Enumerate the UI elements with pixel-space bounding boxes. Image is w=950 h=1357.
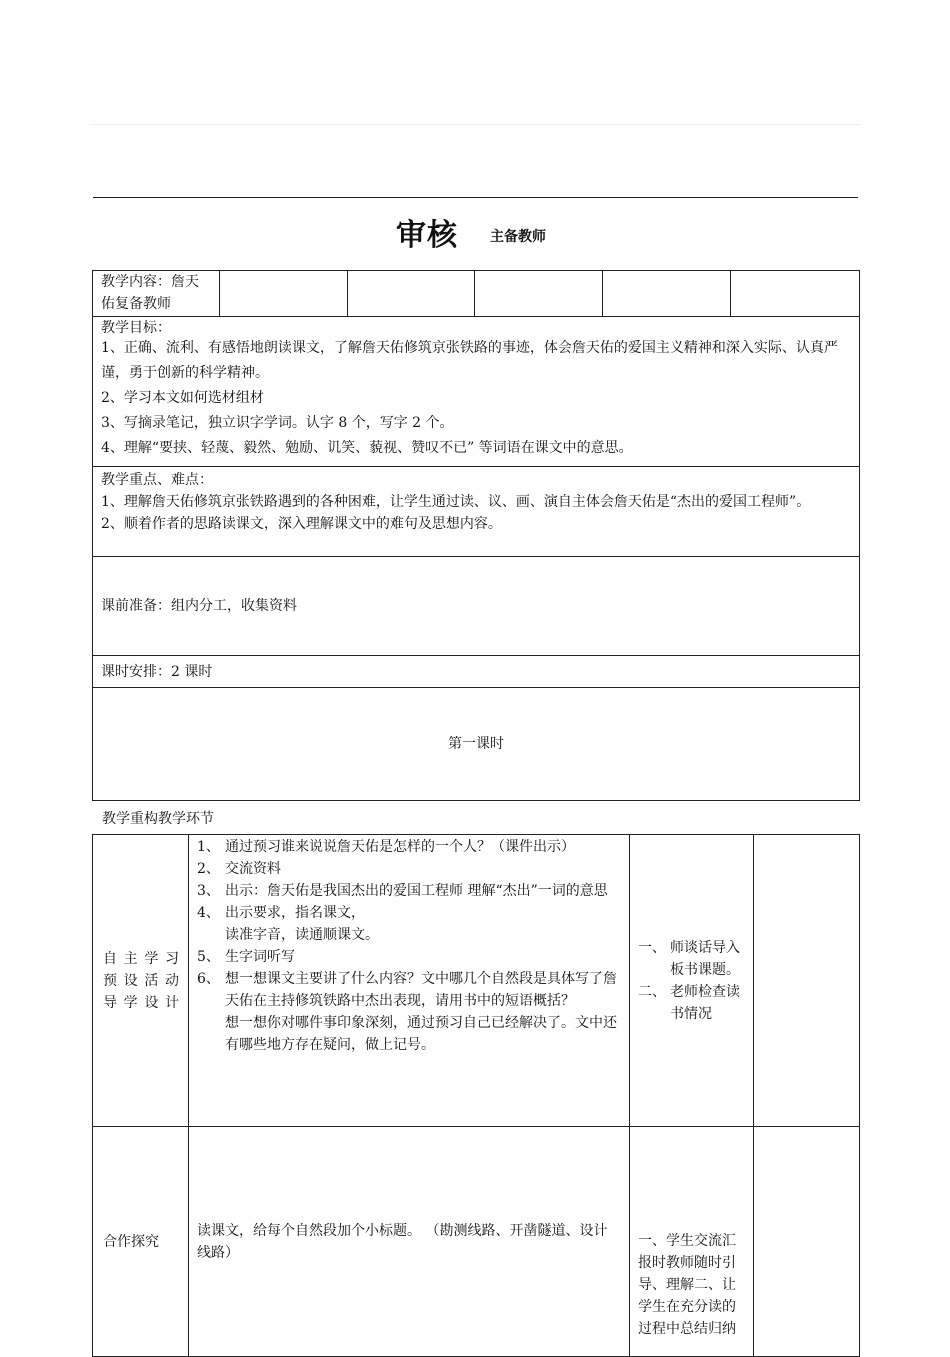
objective-item: 1、正确、流利、有感悟地朗读课文，了解詹天佑修筑京张铁路的事迹，体会詹天佑的爱国主义精神和深入实际、认真严谨，勇于创新的科学精神。 <box>101 340 838 381</box>
table-row <box>93 835 860 1127</box>
keypoint-item: 1、理解詹天佑修筑京张铁路遇到的各种困难，让学生通过读、议、画、演自主体会詹天佑是“杰出的爱国工程师”。 <box>101 494 811 510</box>
header-faint-line <box>90 124 860 125</box>
preparation-row <box>93 557 860 656</box>
teaching-steps-table <box>92 834 860 1357</box>
notes-cell <box>630 1127 754 1357</box>
content-label-cell <box>93 271 220 317</box>
row-label-cell <box>93 1127 189 1357</box>
section-label: 教学重构教学环节 <box>102 811 214 827</box>
list-item: 6、 想一想课文主要讲了什么内容？文中哪几个自然段是具体写了詹天佑在主持修筑铁路中杰出表现，请用书中的短语概括？ 想一想你对哪件事印象深刻，通过预习自己已经解决了。文中还有哪些地方存在疑问，做上记号。 <box>197 971 617 1053</box>
row-label: 自主学习预设活动导学设计 <box>103 950 182 1011</box>
keypoints-row <box>93 467 860 557</box>
preparation-text: 课前准备：组内分工，收集资料 <box>101 598 297 614</box>
title-row <box>93 208 858 256</box>
notes-list <box>638 937 745 1025</box>
preparation-cell <box>93 557 860 656</box>
notes-cell <box>630 835 754 1127</box>
list-item: 5、 生字词听写 <box>197 949 295 965</box>
list-item: 4、 出示要求，指名课文， 读准字音，读通顺课文。 <box>197 905 379 943</box>
empty-cell <box>603 271 731 317</box>
objective-item: 2、学习本文如何选材组材 <box>101 390 264 406</box>
steps-cell <box>189 835 630 1127</box>
objective-item: 3、写摘录笔记，独立识字学词。认字 8 个，写字 2 个。 <box>101 415 454 431</box>
empty-cell <box>348 271 475 317</box>
empty-cell <box>731 271 860 317</box>
keypoint-item: 2、顺着作者的思路读课文，深入理解课文中的难句及思想内容。 <box>101 516 502 532</box>
header-rule <box>93 197 858 198</box>
row-notes: 一、学生交流汇报时教师随时引导、理解二、让学生在充分读的过程中总结归纳 <box>638 1232 736 1337</box>
list-item: 1、 通过预习谁来说说詹天佑是怎样的一个人？（课件出示） <box>197 839 575 855</box>
list-item: 2、 交流资料 <box>197 861 281 877</box>
schedule-row <box>93 656 860 688</box>
empty-cell <box>754 835 860 1127</box>
lesson-title-cell <box>93 688 860 801</box>
lesson-title: 第一课时 <box>448 736 504 752</box>
list-item: 二、 老师检查读书情况 <box>638 983 740 1022</box>
schedule-text: 课时安排：2 课时 <box>101 663 213 680</box>
table-row <box>93 1127 860 1357</box>
lesson-title-row <box>93 688 860 801</box>
keypoints-cell <box>93 467 860 557</box>
lesson-info-table <box>92 270 860 801</box>
keypoints-heading: 教学重点、难点： <box>101 472 213 488</box>
objectives-row <box>93 317 860 467</box>
objectives-heading: 教学目标： <box>101 320 171 336</box>
steps-list <box>197 836 621 1056</box>
empty-cell <box>754 1127 860 1357</box>
row-content: 读课文，给每个自然段加个小标题。 （勘测线路、开凿隧道、设计线路） <box>197 1222 608 1261</box>
empty-cell <box>220 271 348 317</box>
objective-item: 4、理解“要挟、轻蔑、毅然、勉励、讥笑、藐视、赞叹不已” 等词语在课文中的意思。 <box>101 440 633 456</box>
empty-cell <box>475 271 603 317</box>
list-item: 一、 师谈话导入板书课题。 <box>638 939 740 978</box>
row-label: 合作探究 <box>103 1233 159 1250</box>
table-row <box>93 271 860 317</box>
content-label: 教学内容：詹天佑复备教师 <box>101 274 199 312</box>
content-cell <box>189 1127 630 1357</box>
page-subtitle: 主备教师 <box>490 229 546 245</box>
page-title: 审核 <box>396 218 458 253</box>
list-item: 3、 出示：詹天佑是我国杰出的爱国工程师 理解“杰出”一词的意思 <box>197 883 608 899</box>
row-label-cell <box>93 835 189 1127</box>
objectives-cell <box>93 317 860 467</box>
schedule-cell <box>93 656 860 688</box>
